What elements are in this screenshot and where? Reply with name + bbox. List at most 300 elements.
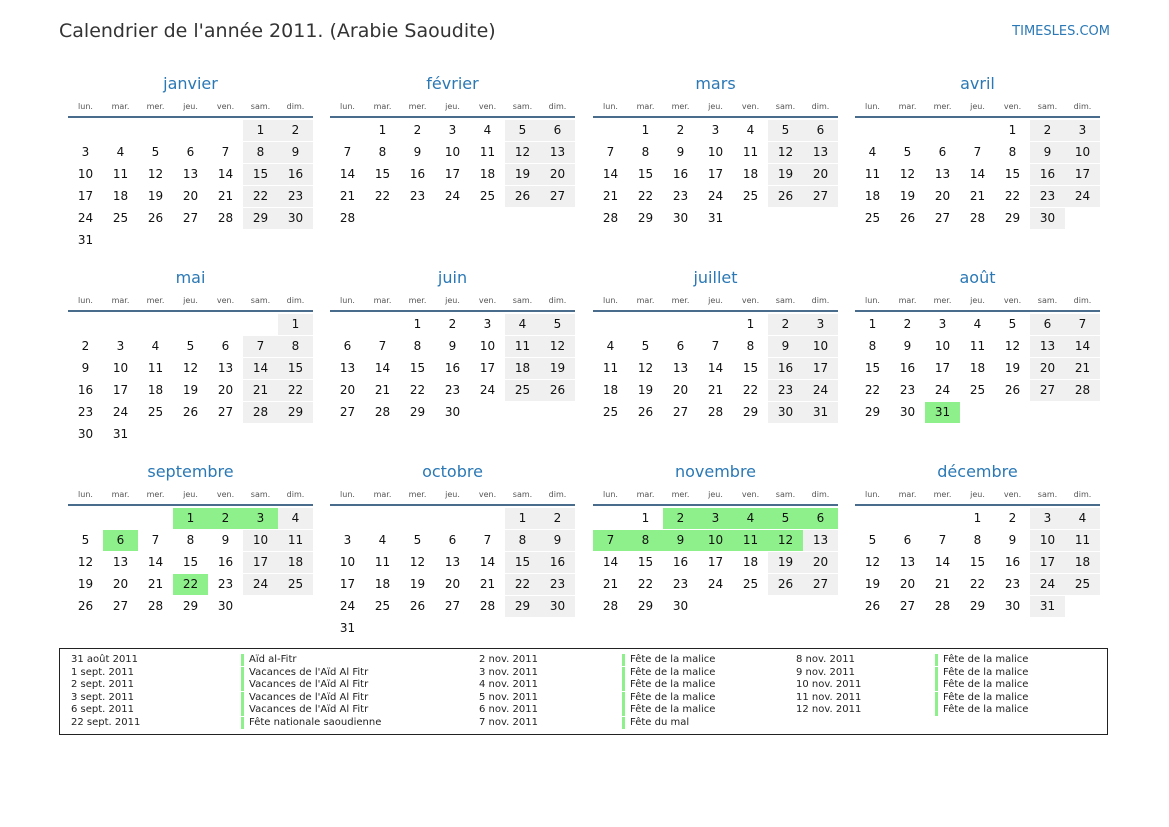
day-cell: 13	[1030, 336, 1065, 357]
day-cell: 5	[186, 339, 195, 353]
weekday-label: dim.	[548, 490, 567, 499]
day-cell: 24	[77, 211, 94, 225]
weekday-label: sam.	[775, 490, 796, 499]
day-cell: 15	[742, 361, 759, 375]
day-cell: 21	[147, 577, 164, 591]
weekday-label: lun.	[340, 296, 355, 305]
day-cell: 16	[217, 555, 234, 569]
legend-date: 22 sept. 2011	[71, 717, 141, 728]
day-cell: 29	[505, 596, 540, 617]
weekday-label: dim.	[286, 102, 305, 111]
day-cell: 28	[217, 211, 234, 225]
day-cell: 3	[81, 145, 90, 159]
day-cell: 30	[217, 599, 234, 613]
day-cell: 4	[733, 508, 768, 529]
day-cell: 3	[1065, 120, 1100, 141]
day-cell: 19	[77, 577, 94, 591]
day-cell: 19	[147, 189, 164, 203]
legend-holiday-name: Fête du mal	[622, 717, 689, 729]
day-cell: 21	[969, 189, 986, 203]
legend-date: 9 nov. 2011	[796, 666, 855, 678]
legend-date: 4 nov. 2011	[479, 679, 538, 691]
legend-date: 3 sept. 2011	[71, 691, 134, 703]
day-cell: 28	[243, 402, 278, 423]
day-cell: 5	[1008, 317, 1017, 331]
legend-holiday-name: Vacances de l'Aïd Al Fitr	[241, 692, 368, 704]
day-cell: 2	[768, 314, 803, 335]
day-cell: 13	[217, 361, 234, 375]
day-cell: 3	[448, 123, 457, 137]
weekday-label: dim.	[1073, 490, 1092, 499]
day-cell: 4	[973, 317, 982, 331]
day-cell: 17	[934, 361, 951, 375]
legend-holiday-name: Fête nationale saoudienne	[241, 717, 381, 729]
day-cell: 5	[641, 339, 650, 353]
day-cell: 10	[112, 361, 129, 375]
weekday-label: sam.	[250, 102, 271, 111]
day-cell: 6	[103, 530, 138, 551]
day-cell: 19	[540, 358, 575, 379]
day-cell: 26	[77, 599, 94, 613]
day-cell: 27	[672, 405, 689, 419]
day-cell: 14	[147, 555, 164, 569]
day-cell: 21	[1065, 358, 1100, 379]
day-cell: 7	[973, 145, 982, 159]
day-cell: 22	[969, 577, 986, 591]
day-cell: 28	[969, 211, 986, 225]
legend-date: 1 sept. 2011	[71, 666, 134, 678]
day-cell: 3	[1030, 508, 1065, 529]
day-cell: 16	[768, 358, 803, 379]
month-divider	[330, 116, 575, 118]
day-cell: 17	[707, 555, 724, 569]
month-divider	[330, 504, 575, 506]
weekday-label: mer.	[933, 102, 952, 111]
legend-holiday-name: Aïd al-Fitr	[241, 654, 297, 666]
month-divider	[330, 310, 575, 312]
day-cell: 24	[803, 380, 838, 401]
day-cell: 6	[448, 533, 457, 547]
day-cell: 16	[278, 164, 313, 185]
weekday-label: lun.	[340, 490, 355, 499]
day-cell: 16	[672, 555, 689, 569]
month-divider	[855, 504, 1100, 506]
day-cell: 10	[707, 145, 724, 159]
day-cell: 30	[540, 596, 575, 617]
legend-date: 6 nov. 2011	[479, 704, 538, 716]
weekday-label: jeu.	[970, 102, 985, 111]
weekday-label: mer.	[146, 296, 165, 305]
weekday-label: sam.	[512, 296, 533, 305]
day-cell: 1	[173, 508, 208, 529]
day-cell: 8	[186, 533, 195, 547]
day-cell: 3	[483, 317, 492, 331]
day-cell: 30	[1004, 599, 1021, 613]
legend-date: 2 nov. 2011	[479, 654, 538, 665]
day-cell: 9	[413, 145, 422, 159]
day-cell: 27	[1030, 380, 1065, 401]
day-cell: 2	[676, 123, 685, 137]
weekday-label: ven.	[216, 296, 235, 305]
day-cell: 27	[540, 186, 575, 207]
day-cell: 24	[444, 189, 461, 203]
day-cell: 8	[243, 142, 278, 163]
month-name: septembre	[147, 462, 234, 481]
day-cell: 19	[409, 577, 426, 591]
day-cell: 21	[374, 383, 391, 397]
day-cell: 22	[374, 189, 391, 203]
day-cell: 6	[343, 339, 352, 353]
weekday-label: mer.	[408, 102, 427, 111]
weekday-label: mar.	[636, 102, 655, 111]
weekday-label: mar.	[111, 490, 130, 499]
day-cell: 6	[1030, 314, 1065, 335]
day-cell: 12	[147, 167, 164, 181]
day-cell: 13	[339, 361, 356, 375]
day-cell: 19	[505, 164, 540, 185]
weekday-label: mer.	[146, 490, 165, 499]
day-cell: 20	[803, 164, 838, 185]
weekday-label: jeu.	[970, 490, 985, 499]
weekday-label: dim.	[811, 296, 830, 305]
weekday-label: dim.	[548, 102, 567, 111]
day-cell: 5	[540, 314, 575, 335]
day-cell: 21	[934, 577, 951, 591]
day-cell: 8	[868, 339, 877, 353]
day-cell: 18	[1065, 552, 1100, 573]
weekday-label: lun.	[340, 102, 355, 111]
day-cell: 21	[217, 189, 234, 203]
day-cell: 12	[182, 361, 199, 375]
day-cell: 14	[934, 555, 951, 569]
day-cell: 20	[803, 552, 838, 573]
day-cell: 20	[217, 383, 234, 397]
day-cell: 5	[868, 533, 877, 547]
day-cell: 23	[672, 189, 689, 203]
day-cell: 3	[243, 508, 278, 529]
day-cell: 21	[602, 577, 619, 591]
weekday-label: ven.	[478, 296, 497, 305]
legend-date: 11 nov. 2011	[796, 691, 862, 703]
weekday-label: mer.	[146, 102, 165, 111]
day-cell: 17	[1030, 552, 1065, 573]
day-cell: 9	[540, 530, 575, 551]
weekday-label: mar.	[373, 102, 392, 111]
day-cell: 22	[1004, 189, 1021, 203]
day-cell: 17	[444, 167, 461, 181]
day-cell: 14	[602, 167, 619, 181]
weekday-label: sam.	[512, 102, 533, 111]
day-cell: 2	[663, 508, 698, 529]
day-cell: 11	[733, 530, 768, 551]
legend-date: 2 sept. 2011	[71, 679, 134, 691]
day-cell: 31	[925, 402, 960, 423]
month-divider	[68, 504, 313, 506]
day-cell: 23	[217, 577, 234, 591]
day-cell: 9	[81, 361, 90, 375]
day-cell: 18	[112, 189, 129, 203]
weekday-label: lun.	[603, 296, 618, 305]
day-cell: 25	[1065, 574, 1100, 595]
day-cell: 23	[278, 186, 313, 207]
day-cell: 14	[479, 555, 496, 569]
day-cell: 9	[663, 530, 698, 551]
day-cell: 14	[602, 555, 619, 569]
weekday-label: lun.	[865, 296, 880, 305]
day-cell: 7	[606, 145, 615, 159]
weekday-label: jeu.	[183, 490, 198, 499]
day-cell: 11	[742, 145, 759, 159]
weekday-label: sam.	[1037, 296, 1058, 305]
day-cell: 6	[186, 145, 195, 159]
month-name: juin	[437, 268, 468, 287]
day-cell: 13	[899, 555, 916, 569]
day-cell: 12	[899, 167, 916, 181]
legend-date: 10 nov. 2011	[796, 679, 862, 691]
day-cell: 29	[278, 402, 313, 423]
day-cell: 8	[505, 530, 540, 551]
day-cell: 15	[1004, 167, 1021, 181]
day-cell: 16	[77, 383, 94, 397]
weekday-label: sam.	[1037, 490, 1058, 499]
legend-date: 12 nov. 2011	[796, 704, 862, 716]
day-cell: 28	[339, 211, 356, 225]
month-name: octobre	[422, 462, 483, 481]
day-cell: 2	[540, 508, 575, 529]
weekday-label: jeu.	[445, 102, 460, 111]
weekday-label: sam.	[775, 102, 796, 111]
weekday-label: lun.	[78, 296, 93, 305]
day-cell: 19	[768, 164, 803, 185]
day-cell: 9	[676, 145, 685, 159]
day-cell: 27	[803, 574, 838, 595]
month-name: mai	[175, 268, 206, 287]
day-cell: 9	[448, 339, 457, 353]
day-cell: 24	[934, 383, 951, 397]
day-cell: 14	[243, 358, 278, 379]
day-cell: 18	[479, 167, 496, 181]
weekday-label: ven.	[741, 102, 760, 111]
day-cell: 17	[1065, 164, 1100, 185]
legend-date: 7 nov. 2011	[479, 717, 538, 728]
day-cell: 26	[182, 405, 199, 419]
day-cell: 15	[278, 358, 313, 379]
weekday-label: mer.	[933, 296, 952, 305]
day-cell: 10	[1065, 142, 1100, 163]
weekday-label: lun.	[865, 102, 880, 111]
day-cell: 8	[1008, 145, 1017, 159]
day-cell: 13	[803, 530, 838, 551]
weekday-label: dim.	[1073, 102, 1092, 111]
day-cell: 2	[1030, 120, 1065, 141]
day-cell: 27	[444, 599, 461, 613]
day-cell: 10	[1030, 530, 1065, 551]
weekday-label: ven.	[216, 102, 235, 111]
day-cell: 12	[409, 555, 426, 569]
month-name: juillet	[693, 268, 738, 287]
legend-holiday-name: Fête de la malice	[935, 704, 1028, 716]
day-cell: 22	[742, 383, 759, 397]
day-cell: 7	[343, 145, 352, 159]
day-cell: 11	[969, 339, 986, 353]
day-cell: 12	[1004, 339, 1021, 353]
day-cell: 24	[1030, 574, 1065, 595]
day-cell: 6	[803, 508, 838, 529]
day-cell: 21	[707, 383, 724, 397]
weekday-label: mar.	[111, 102, 130, 111]
day-cell: 28	[147, 599, 164, 613]
day-cell: 1	[641, 123, 650, 137]
month-divider	[855, 116, 1100, 118]
day-cell: 12	[505, 142, 540, 163]
holiday-legend	[59, 648, 1108, 735]
day-cell: 24	[479, 383, 496, 397]
day-cell: 23	[672, 577, 689, 591]
day-cell: 10	[698, 530, 733, 551]
weekday-label: mar.	[111, 296, 130, 305]
day-cell: 13	[444, 555, 461, 569]
month-divider	[593, 504, 838, 506]
day-cell: 27	[899, 599, 916, 613]
day-cell: 23	[1030, 186, 1065, 207]
day-cell: 27	[182, 211, 199, 225]
weekday-label: sam.	[512, 490, 533, 499]
day-cell: 16	[409, 167, 426, 181]
day-cell: 29	[969, 599, 986, 613]
day-cell: 28	[1065, 380, 1100, 401]
day-cell: 30	[899, 405, 916, 419]
day-cell: 12	[864, 555, 881, 569]
day-cell: 18	[505, 358, 540, 379]
day-cell: 10	[479, 339, 496, 353]
day-cell: 28	[602, 599, 619, 613]
day-cell: 22	[637, 189, 654, 203]
day-cell: 2	[413, 123, 422, 137]
day-cell: 25	[374, 599, 391, 613]
day-cell: 23	[899, 383, 916, 397]
day-cell: 18	[969, 361, 986, 375]
weekday-label: dim.	[286, 296, 305, 305]
day-cell: 25	[112, 211, 129, 225]
day-cell: 11	[864, 167, 881, 181]
day-cell: 15	[409, 361, 426, 375]
weekday-label: ven.	[1003, 490, 1022, 499]
day-cell: 20	[899, 577, 916, 591]
site-link[interactable]: TIMESLES.COM	[1012, 24, 1110, 39]
day-cell: 27	[803, 186, 838, 207]
day-cell: 28	[479, 599, 496, 613]
weekday-label: mar.	[898, 490, 917, 499]
day-cell: 18	[278, 552, 313, 573]
month-name: mars	[695, 74, 736, 93]
day-cell: 16	[899, 361, 916, 375]
day-cell: 28	[374, 405, 391, 419]
day-cell: 25	[602, 405, 619, 419]
weekday-label: jeu.	[183, 296, 198, 305]
day-cell: 23	[409, 189, 426, 203]
day-cell: 26	[864, 599, 881, 613]
legend-date: 31 août 2011	[71, 654, 139, 665]
weekday-label: mer.	[933, 490, 952, 499]
day-cell: 10	[339, 555, 356, 569]
weekday-label: mer.	[671, 296, 690, 305]
month-name: avril	[960, 74, 995, 93]
legend-holiday-name: Fête de la malice	[622, 692, 715, 704]
day-cell: 11	[112, 167, 129, 181]
day-cell: 7	[151, 533, 160, 547]
day-cell: 1	[973, 511, 982, 525]
day-cell: 4	[278, 508, 313, 529]
day-cell: 2	[208, 508, 243, 529]
month-divider	[593, 310, 838, 312]
day-cell: 15	[243, 164, 278, 185]
day-cell: 11	[374, 555, 391, 569]
day-cell: 11	[602, 361, 619, 375]
weekday-label: jeu.	[183, 102, 198, 111]
day-cell: 19	[864, 577, 881, 591]
day-cell: 18	[602, 383, 619, 397]
day-cell: 25	[505, 380, 540, 401]
weekday-label: mar.	[898, 102, 917, 111]
day-cell: 5	[768, 120, 803, 141]
day-cell: 17	[707, 167, 724, 181]
weekday-label: lun.	[78, 490, 93, 499]
weekday-label: mer.	[408, 296, 427, 305]
day-cell: 16	[1030, 164, 1065, 185]
day-cell: 10	[444, 145, 461, 159]
day-cell: 4	[378, 533, 387, 547]
day-cell: 27	[934, 211, 951, 225]
day-cell: 12	[540, 336, 575, 357]
legend-holiday-name: Fête de la malice	[622, 704, 715, 716]
weekday-label: lun.	[603, 490, 618, 499]
day-cell: 22	[243, 186, 278, 207]
day-cell: 31	[77, 233, 94, 247]
day-cell: 23	[77, 405, 94, 419]
weekday-label: mer.	[671, 102, 690, 111]
day-cell: 26	[1004, 383, 1021, 397]
day-cell: 3	[698, 508, 733, 529]
day-cell: 1	[1008, 123, 1017, 137]
day-cell: 20	[339, 383, 356, 397]
day-cell: 4	[1065, 508, 1100, 529]
day-cell: 21	[479, 577, 496, 591]
weekday-label: dim.	[548, 296, 567, 305]
month-name: août	[959, 268, 996, 287]
day-cell: 23	[540, 574, 575, 595]
day-cell: 25	[278, 574, 313, 595]
legend-holiday-name: Fête de la malice	[622, 667, 715, 679]
month-divider	[68, 310, 313, 312]
day-cell: 22	[864, 383, 881, 397]
weekday-label: jeu.	[445, 296, 460, 305]
month-divider	[68, 116, 313, 118]
day-cell: 29	[637, 211, 654, 225]
weekday-label: lun.	[603, 102, 618, 111]
day-cell: 11	[505, 336, 540, 357]
day-cell: 5	[413, 533, 422, 547]
weekday-label: mar.	[373, 490, 392, 499]
day-cell: 11	[479, 145, 496, 159]
day-cell: 13	[803, 142, 838, 163]
day-cell: 26	[409, 599, 426, 613]
day-cell: 9	[1030, 142, 1065, 163]
weekday-label: mar.	[898, 296, 917, 305]
weekday-label: dim.	[1073, 296, 1092, 305]
day-cell: 6	[803, 120, 838, 141]
day-cell: 30	[672, 599, 689, 613]
day-cell: 12	[637, 361, 654, 375]
